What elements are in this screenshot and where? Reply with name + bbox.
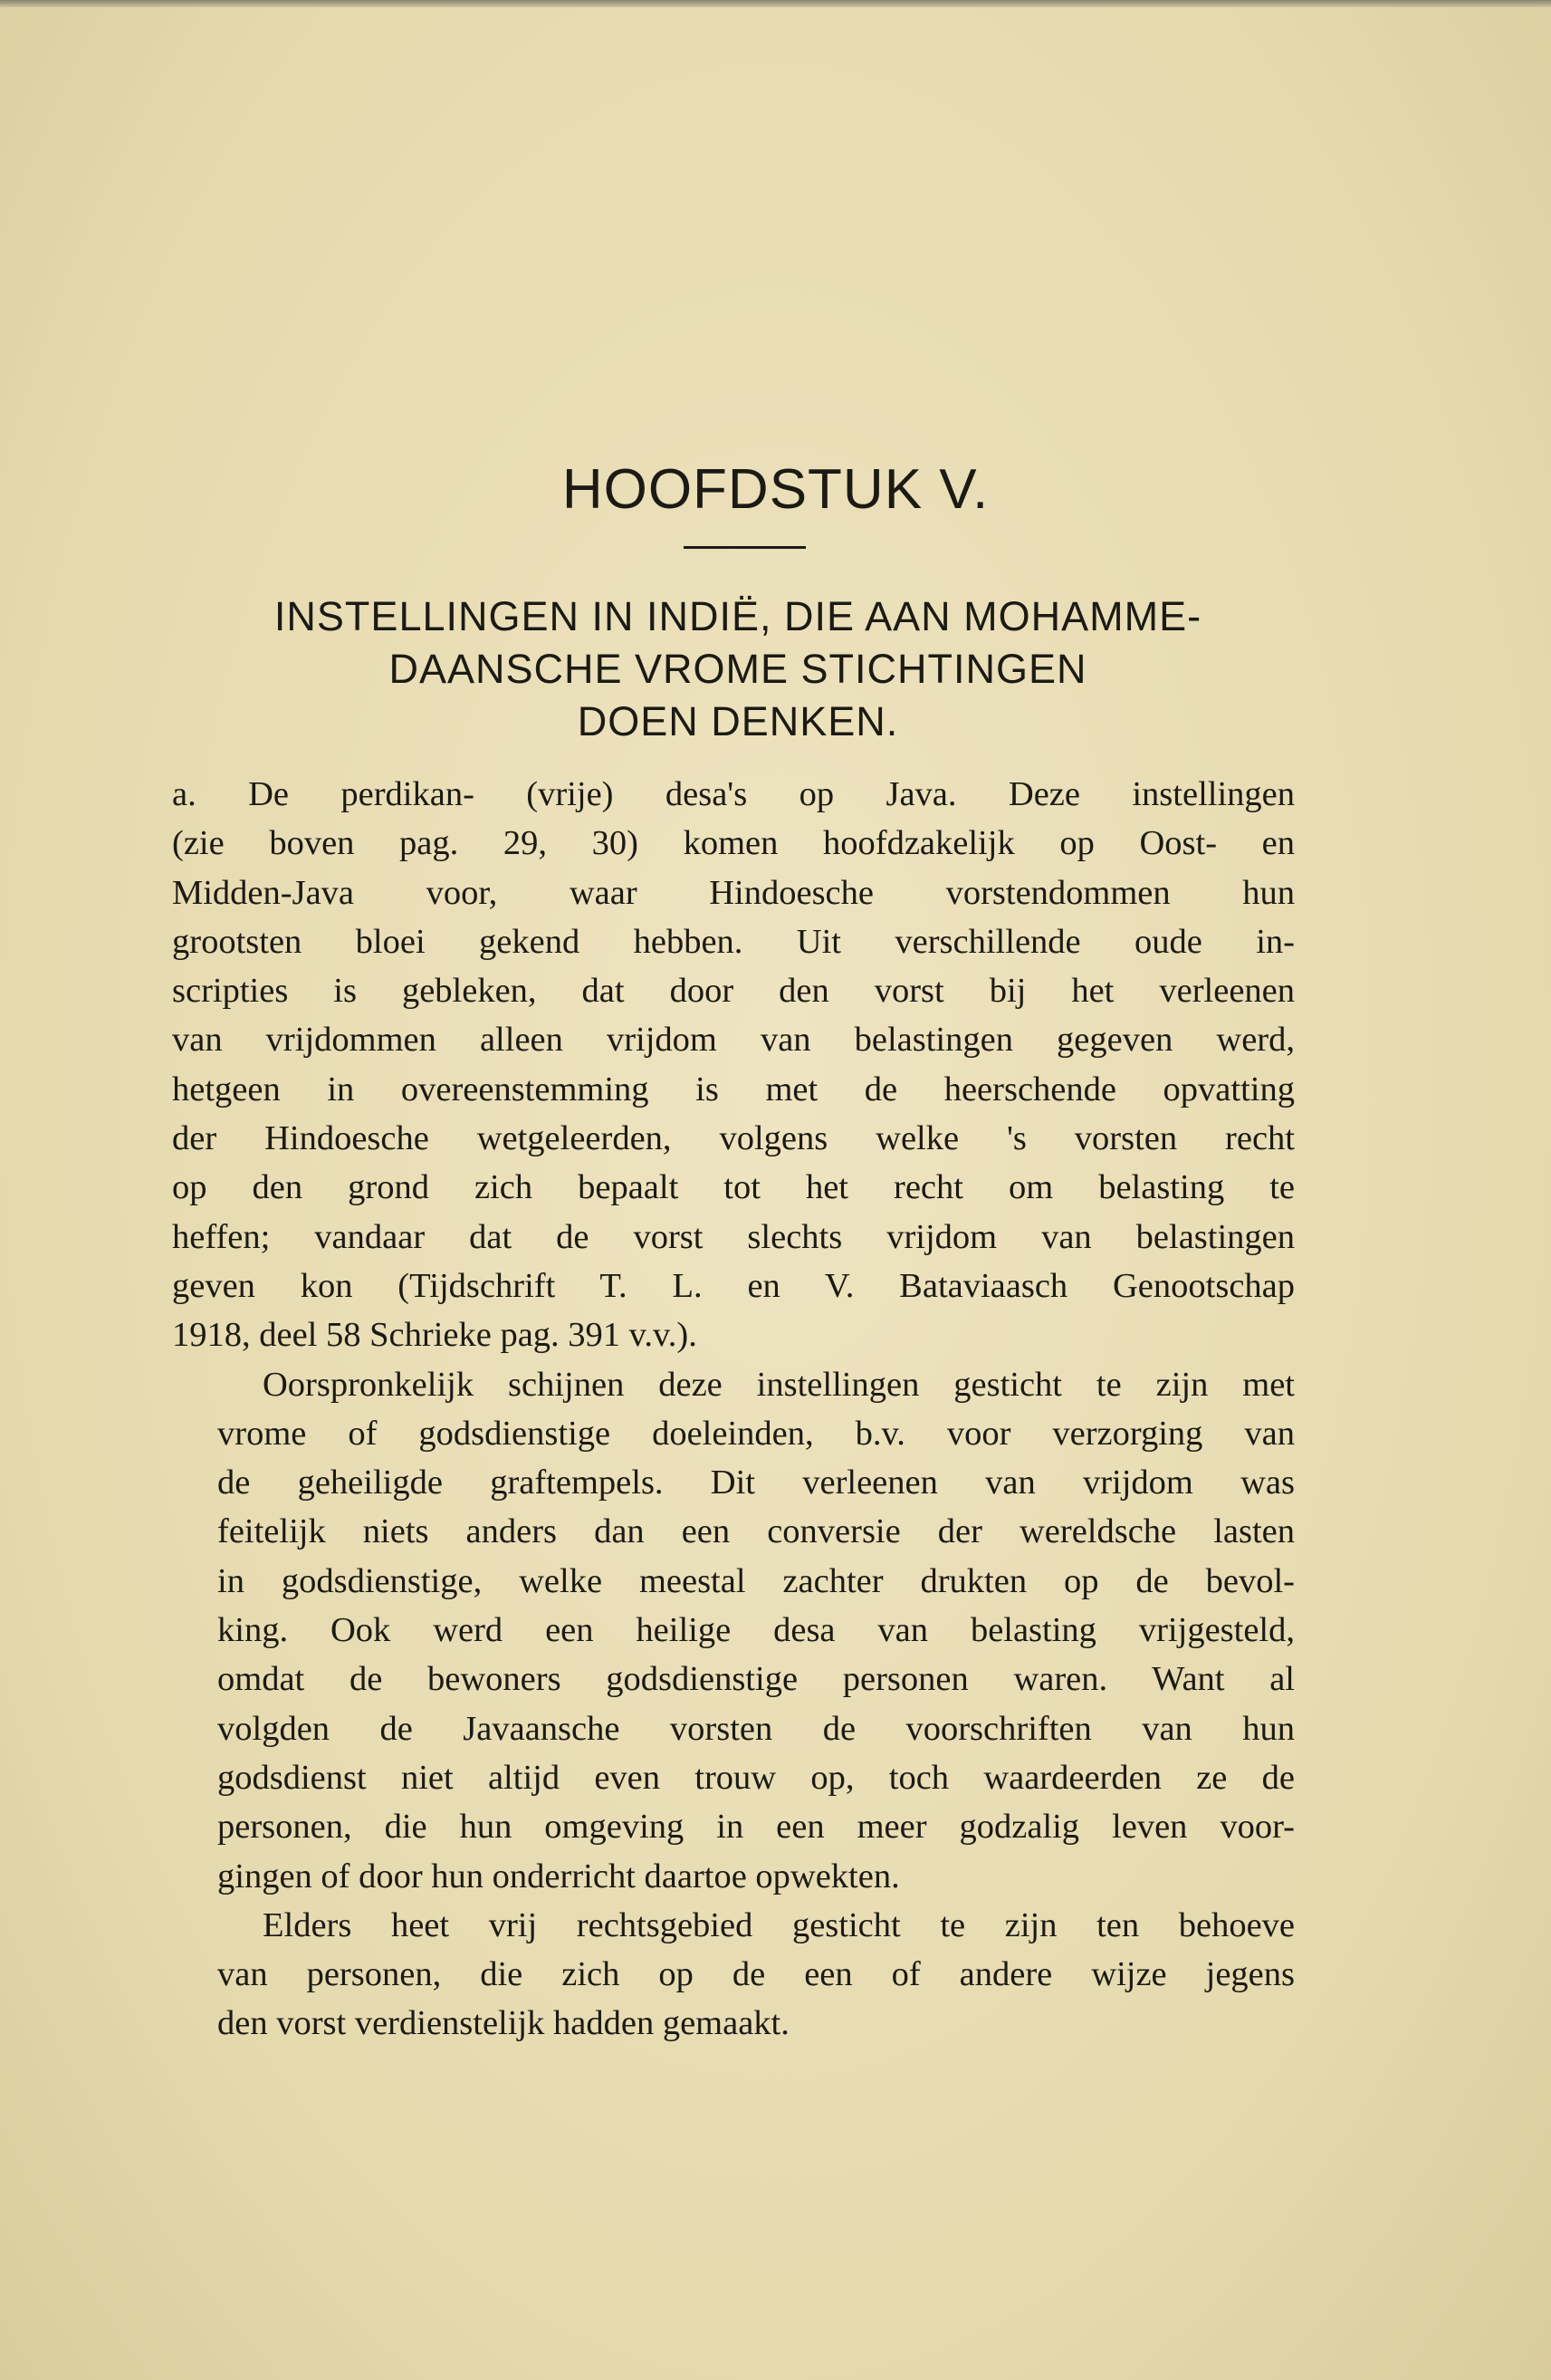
text-line: feitelijk niets anders dan een conversie der wereldsche lasten <box>217 1512 1295 1551</box>
text-line: den vorst verdienstelijk hadden gemaakt. <box>217 2004 790 2043</box>
paragraph-perdikan <box>172 770 1295 1360</box>
text-line: de geheiligde graftempels. Dit verleenen van vrijdom was <box>217 1464 1295 1502</box>
text-line: a. De perdikan- (vrije) desa's op Java. Deze instellingen <box>172 775 1295 813</box>
text-line: Midden-Java voor, waar Hindoesche vorstendommen hun <box>172 873 1295 912</box>
chapter-title: HOOFDSTUK V. <box>561 458 990 521</box>
body-text <box>172 770 1295 2049</box>
text-line: godsdienst niet altijd even trouw op, toch waardeerden ze de <box>217 1758 1295 1797</box>
text-line: grootsten bloei gekend hebben. Uit verschillende oude in- <box>172 922 1295 961</box>
text-line: in godsdienstige, welke meestal zachter drukten op de bevol- <box>217 1561 1295 1600</box>
subtitle-line: DOEN DENKEN. <box>577 698 899 744</box>
text-line: Elders heet vrij rechtsgebied gesticht te zijn ten behoeve <box>263 1905 1295 1944</box>
text-line: volgden de Javaansche vorsten de voorschriften van hun <box>217 1709 1295 1748</box>
text-line: Oorspronkelijk schijnen deze instellingen gesticht te zijn met <box>263 1365 1295 1404</box>
paragraph-origin <box>172 1360 1295 1901</box>
text-line: van vrijdommen alleen vrijdom van belastingen gegeven werd, <box>172 1021 1295 1060</box>
title-divider <box>684 546 806 549</box>
text-line: geven kon (Tijdschrift T. L. en V. Bataviaasch Genootschap <box>172 1266 1295 1305</box>
text-line: der Hindoesche wetgeleerden, volgens welke 's vorsten recht <box>172 1119 1295 1158</box>
text-line: op den grond zich bepaalt tot het recht om belasting te <box>172 1168 1295 1207</box>
chapter-subtitle <box>163 590 1313 748</box>
text-line: vrome of godsdienstige doeleinden, b.v. voor verzorging van <box>217 1414 1295 1453</box>
paragraph-elsewhere <box>172 1901 1295 2049</box>
page-top-edge <box>0 0 1551 7</box>
text-line: omdat de bewoners godsdienstige personen waren. Want al <box>217 1660 1295 1699</box>
text-line: scripties is gebleken, dat door den vorst bij het verleenen <box>172 972 1295 1011</box>
text-line: heffen; vandaar dat de vorst slechts vrijdom van belastingen <box>172 1217 1295 1256</box>
text-line: 1918, deel 58 Schrieke pag. 391 v.v.). <box>172 1316 697 1355</box>
text-line: personen, die hun omgeving in een meer godzalig leven voor- <box>217 1808 1295 1847</box>
subtitle-line: DAANSCHE VROME STICHTINGEN <box>388 646 1087 692</box>
text-line: van personen, die zich op de een of andere wijze jegens <box>217 1955 1295 1994</box>
text-line: king. Ook werd een heilige desa van belasting vrijgesteld, <box>217 1611 1295 1650</box>
text-line: gingen of door hun onderricht daartoe opwekten. <box>217 1857 900 1895</box>
subtitle-line: INSTELLINGEN IN INDIË, DIE AAN MOHAMME- <box>273 593 1202 639</box>
text-line: (zie boven pag. 29, 30) komen hoofdzakelijk op Oost- en <box>172 824 1295 863</box>
text-line: hetgeen in overeenstemming is met de heerschende opvatting <box>172 1070 1295 1108</box>
